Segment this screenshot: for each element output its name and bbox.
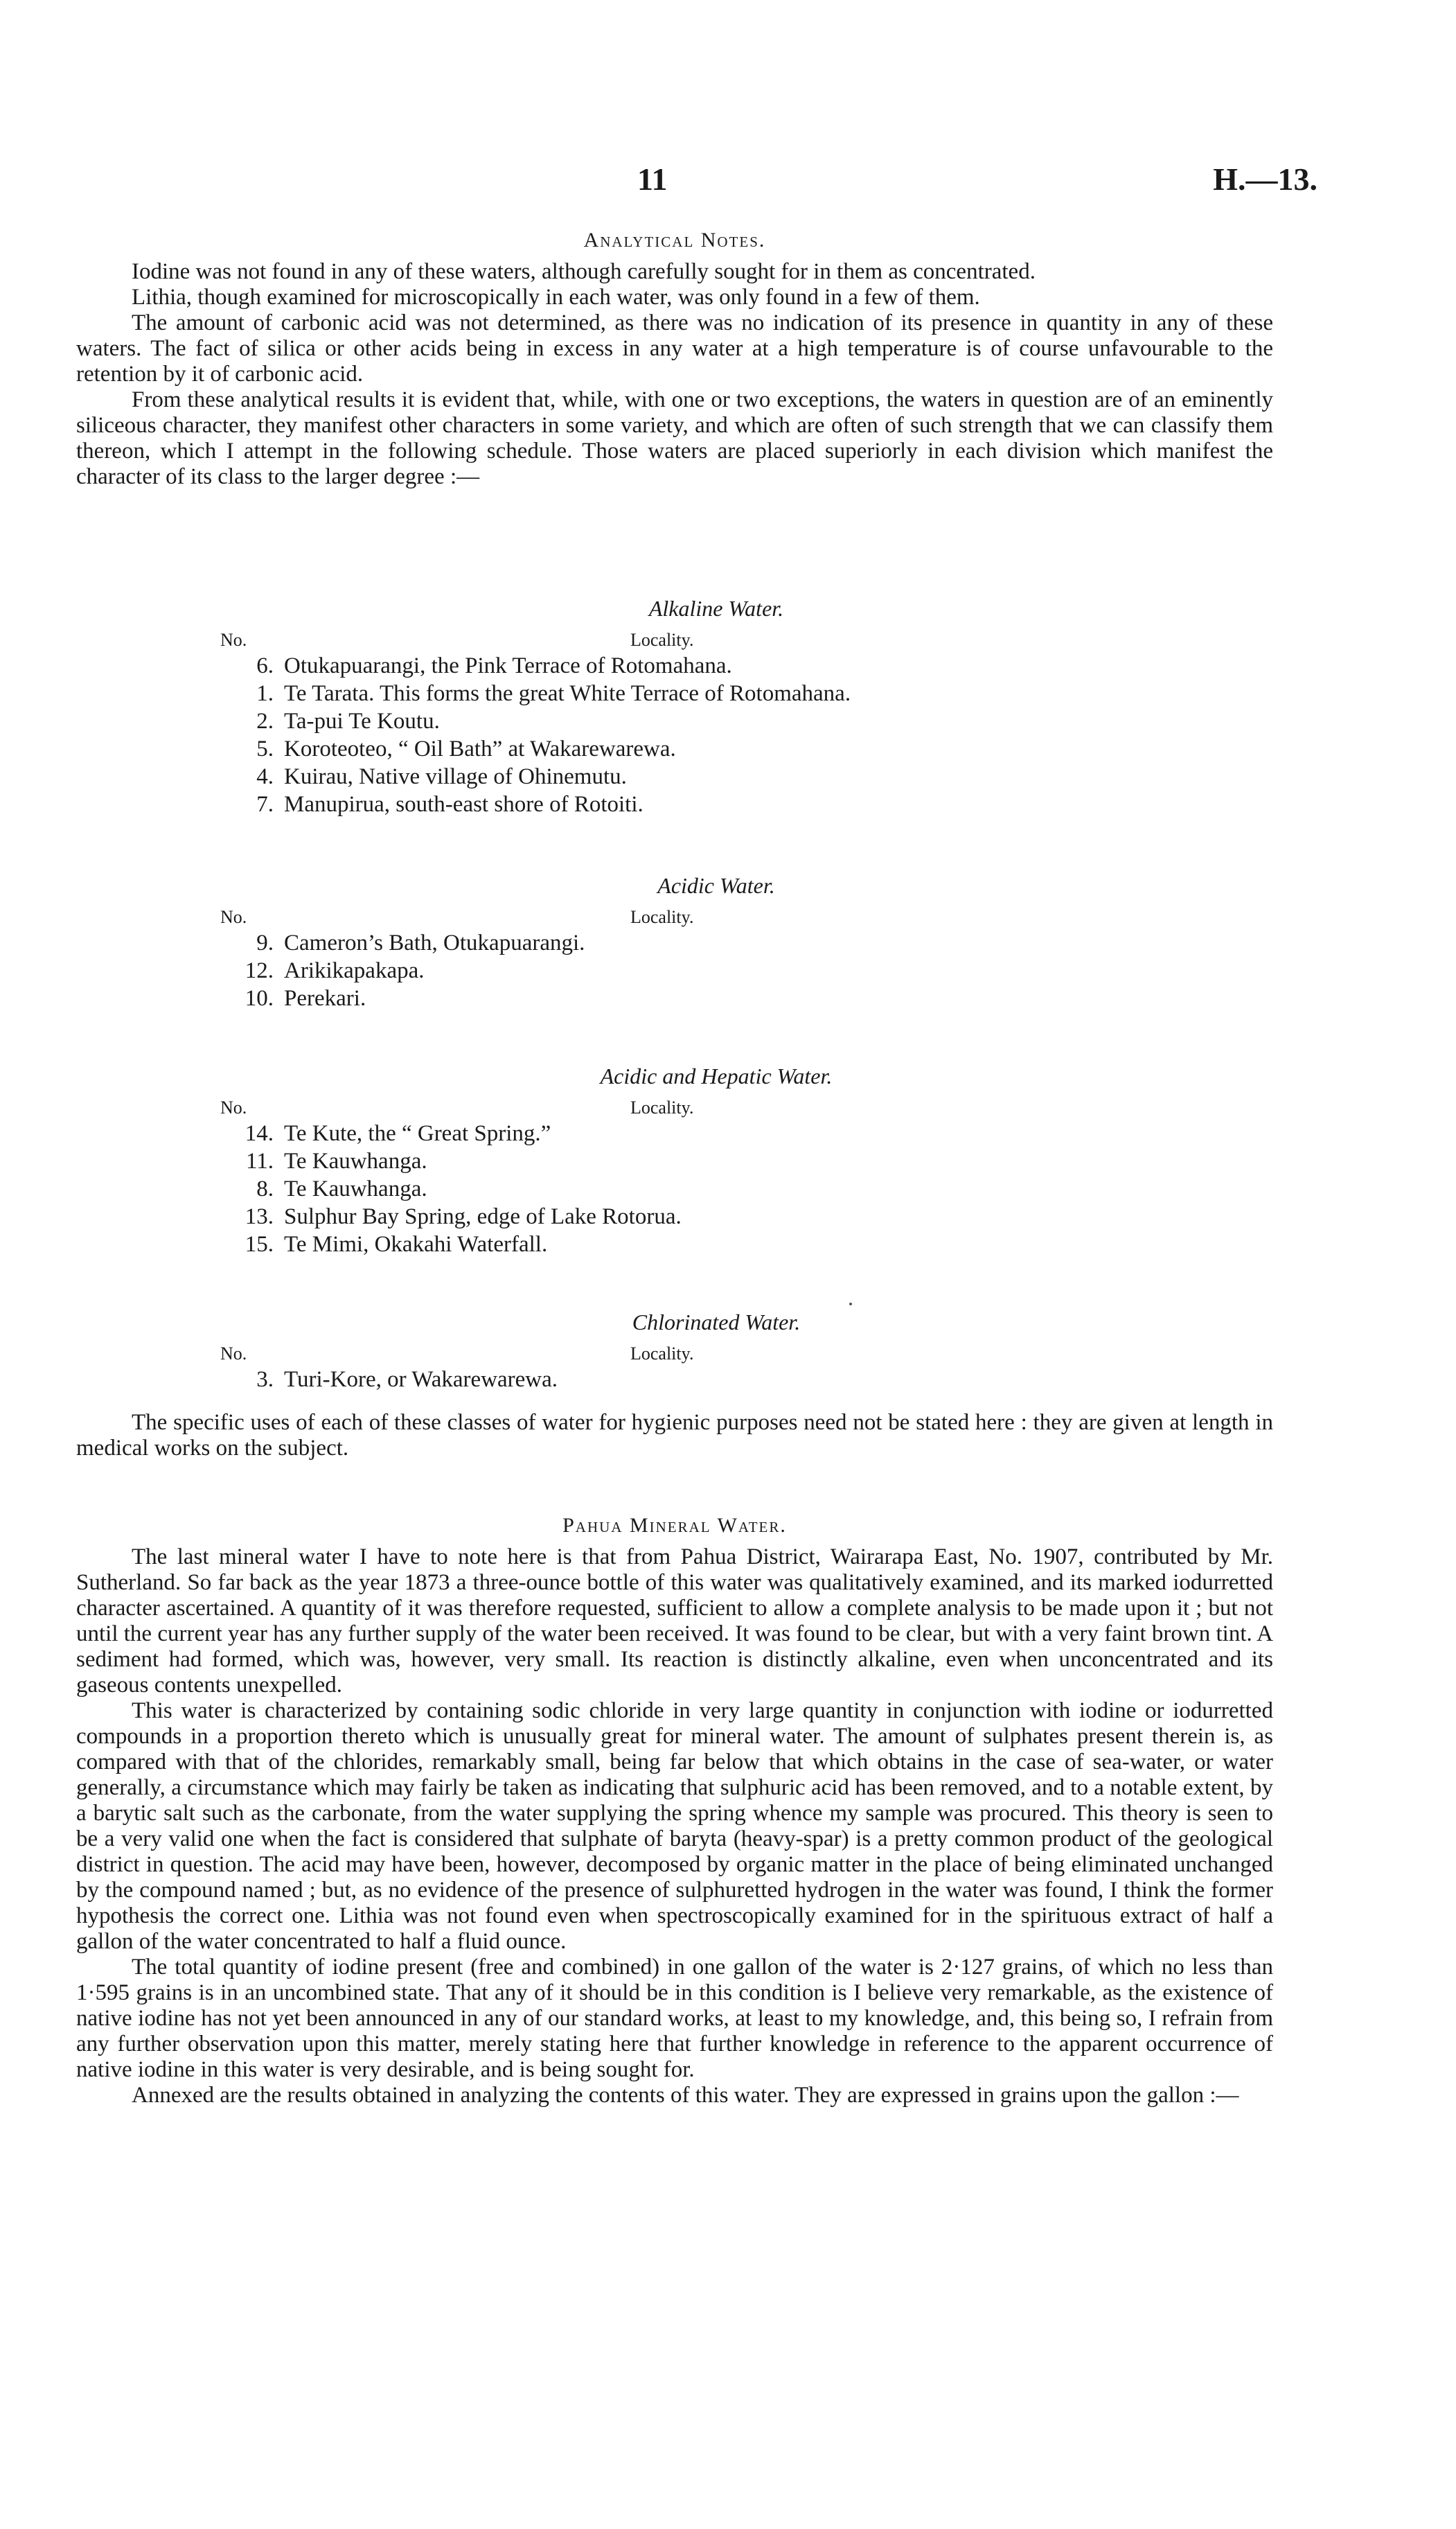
locality-column-header: Locality. [630,1343,694,1364]
paragraph: The amount of carbonic acid was not determined, as there was no indication of its presence in quantity in any of these waters. The fact of silica or other acids being in excess in any water at a high temperature is of course unfavourable to the retention by it of carbonic acid. [76,310,1273,387]
list-item [76,792,1273,820]
list-item [76,737,1273,764]
paragraph: This water is characterized by containing sodic chloride in very large quantity in conjunction with iodine or iodurretted compounds in a proportion thereto which is unusually great for mineral water. The amount of sulphates present therein is, as compared with that of the chlorides, remarkably small, being far below that which obtains in the case of sea-water, or water generally, a circumstance which may fairly be taken as indicating that sulphuric acid has been removed, and to a notable extent, by a barytic salt such as the carbonate, from the water supplying the spring whence my sample was procured. This theory is seen to be a very valid one when the fact is considered that sulphate of baryta (heavy-spar) is a pretty common product of the geological district in question. The acid may have been, however, decomposed by organic matter in the place of being eliminated unchanged by the compound named ; but, as no evidence of the presence of sulphuretted hydrogen in the water was found, I think the former hypothesis the correct one. Lithia was not found even when spectroscopically examined for in the spirituous extract of half a gallon of the water concentrated to half a fluid ounce. [76,1698,1273,1954]
item-locality: Te Kute, the “ Great Spring.” [284,1121,551,1146]
item-number: 4. [256,764,274,789]
list-item [76,1232,1273,1260]
item-number: 14. [245,1121,274,1146]
list-header [76,1343,1273,1367]
list-item [76,1177,1273,1204]
item-locality: Te Kauwhanga. [284,1177,427,1201]
list-item [76,958,1273,986]
pahua-mineral-water-section [76,1514,1273,2108]
no-column-header: No. [220,1098,247,1118]
page-header [0,161,1456,202]
paragraph: Lithia, though examined for microscopically in each water, was only found in a few of them. [132,285,980,310]
list-item [76,986,1273,1014]
item-number: 13. [245,1204,274,1229]
list-header [76,907,1273,931]
paragraph: Annexed are the results obtained in analyzing the contents of this water. They are expressed in grains upon the gallon :— [132,2083,1239,2108]
item-number: 7. [256,792,274,817]
item-number: 3. [256,1367,274,1392]
list-item [76,709,1273,737]
list-header [76,1098,1273,1121]
locality-column-header: Locality. [630,630,694,650]
class-title: Chlorinated Water. [632,1310,801,1334]
page-number: 11 [637,161,668,197]
item-number: 11. [245,1149,274,1174]
item-number: 5. [256,737,274,761]
class-alkaline-water [76,596,1273,820]
item-locality: Perekari. [284,986,366,1011]
locality-column-header: Locality. [630,1098,694,1118]
item-locality: Manupirua, south-east shore of Rotoiti. [284,792,643,817]
paragraph: The last mineral water I have to note here is that from Pahua District, Wairarapa East, No. 1907, contributed by Mr. Sutherland. So far back as the year 1873 a three-ounce bottle of this water was qualitatively examined, and its marked iodurretted character ascertained. A quantity of it was therefore requested, sufficient to allow a complete analysis to be made upon it ; but not until the current year has any further supply of the water been received. It was found to be clear, but with a very faint brown tint. A sediment had formed, which was, however, very small. Its reaction is distinctly alkaline, even when unconcentrated and its gaseous contents unexpelled. [76,1544,1273,1698]
stray-ink-mark [849,1303,852,1305]
list-item [76,1367,1273,1395]
item-number: 10. [245,986,274,1011]
list-item [76,681,1273,709]
class-acidic-hepatic-water [76,1064,1273,1260]
item-locality: Te Tarata. This forms the great White Terrace of Rotomahana. [284,681,851,706]
class-title: Alkaline Water. [648,596,784,621]
item-locality: Te Kauwhanga. [284,1149,427,1174]
item-number: 12. [245,958,274,983]
item-locality: Turi-Kore, or Wakarewarewa. [284,1367,558,1392]
paragraph: From these analytical results it is evident that, while, with one or two exceptions, the waters in question are of an eminently siliceous character, they manifest other characters in some variety, and which are often of such strength that we can classify them thereon, which I attempt in the following schedule. Those waters are placed superiorly in each division which manifest the character of its class to the larger degree :— [76,387,1273,489]
item-number: 2. [256,709,274,734]
analytical-notes-section [76,229,1273,490]
item-locality: Koroteoteo, “ Oil Bath” at Wakarewarewa. [284,737,676,761]
paragraph: Iodine was not found in any of these waters, although carefully sought for in them as concentrated. [132,259,1036,284]
item-locality: Otukapuarangi, the Pink Terrace of Rotomahana. [284,653,732,678]
item-locality: Te Mimi, Okakahi Waterfall. [284,1232,548,1257]
list-item [76,931,1273,958]
locality-column-header: Locality. [630,907,694,927]
item-number: 8. [256,1177,274,1201]
class-acidic-water [76,873,1273,1014]
closing-note-section [76,1410,1273,1461]
item-number: 15. [245,1232,274,1257]
list-item [76,1121,1273,1149]
item-number: 1. [256,681,274,706]
item-locality: Kuirau, Native village of Ohinemutu. [284,764,627,789]
no-column-header: No. [220,630,247,650]
list-item [76,653,1273,681]
class-chlorinated-water [76,1310,1273,1395]
item-locality: Arikikapakapa. [284,958,425,983]
list-item [76,1149,1273,1177]
item-number: 9. [256,931,274,955]
section-title-pahua: Pahua Mineral Water. [562,1514,787,1537]
no-column-header: No. [220,1343,247,1364]
item-number: 6. [256,653,274,678]
list-header [76,630,1273,653]
paragraph: The total quantity of iodine present (free and combined) in one gallon of the water is 2·127 grains, of which no less than 1·595 grains is in an uncombined state. That any of it should be in this condition is I believe very remarkable, as the existence of native iodine has not yet been announced in any of our standard works, at least to my knowledge, and, this being so, I refrain from any further observation upon this matter, merely stating here that further knowledge in reference to the apparent occurrence of native iodine in this water is very desirable, and is being sought for. [76,1955,1273,2082]
item-locality: Ta-pui Te Koutu. [284,709,440,734]
no-column-header: No. [220,907,247,927]
section-title-analytical-notes: Analytical Notes. [583,229,766,252]
document-reference: H.—13. [1213,161,1317,197]
item-locality: Sulphur Bay Spring, edge of Lake Rotorua. [284,1204,682,1229]
class-title: Acidic Water. [657,873,775,898]
closing-note: The specific uses of each of these classes of water for hygienic purposes need not be stated here : they are given at length in medical works on the subject. [76,1410,1273,1461]
list-item [76,764,1273,792]
list-item [76,1204,1273,1232]
class-title: Acidic and Hepatic Water. [600,1064,833,1089]
item-locality: Cameron’s Bath, Otukapuarangi. [284,931,585,955]
